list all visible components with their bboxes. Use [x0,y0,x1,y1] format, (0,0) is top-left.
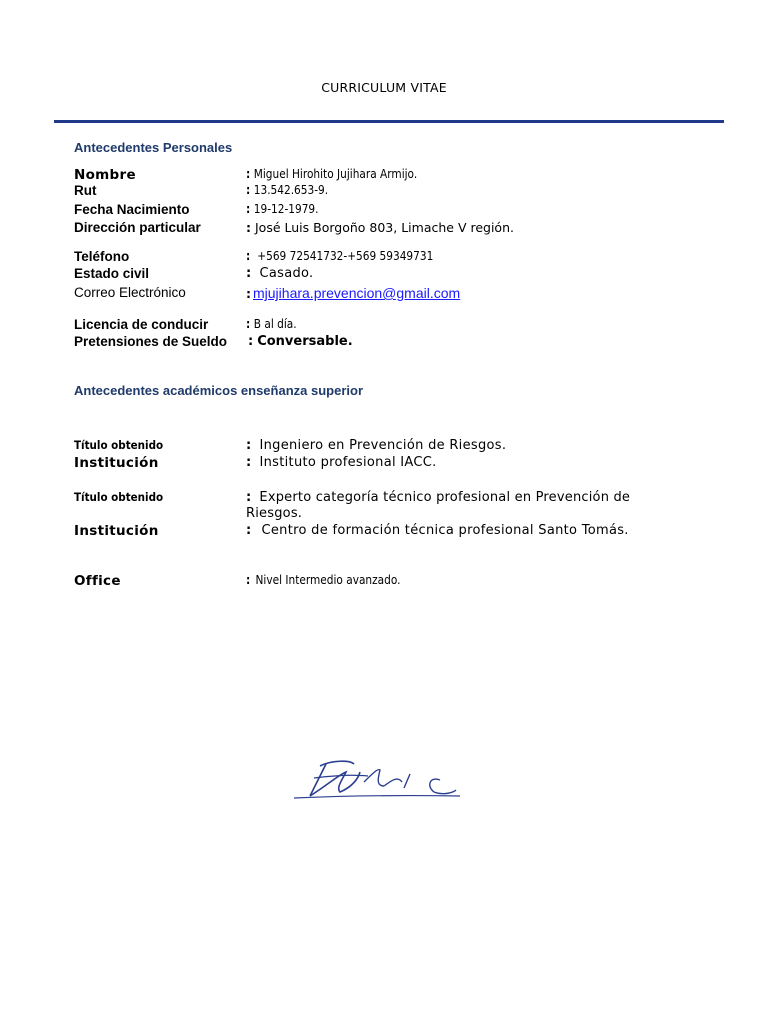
estado-value-wrap: : Casado. [246,266,314,281]
row-titulo-2 [74,490,714,524]
telefono-value: +569 72541732-+569 59349731 [257,249,434,263]
document-title: CURRICULUM VITAE [321,80,447,95]
correo-value-wrap: : mjujihara.prevencion@gmail.com [246,285,461,301]
row-direccion [74,220,714,240]
nombre-value-wrap: : Miguel Hirohito Jujihara Armijo. [246,167,418,181]
office-label: Office [74,573,121,589]
institucion1-value: Instituto profesional IACC. [259,455,437,470]
licencia-value: B al día. [253,317,297,331]
office-value: Nivel Intermedio avanzado. [255,573,401,587]
telefono-label: Teléfono [74,249,130,264]
titulo1-label: Título obtenido [74,438,164,452]
fecha-value-wrap: : 19-12-1979. [246,202,319,216]
direccion-value-wrap: : José Luis Borgoño 803, Limache V región. [246,220,514,235]
academic-section-heading: Antecedentes académicos enseñanza superior [74,383,364,398]
institucion1-value-wrap: : Instituto profesional IACC. [246,455,437,470]
estado-label: Estado civil [74,266,150,281]
telefono-value-wrap: : +569 72541732-+569 59349731 [246,249,434,263]
licencia-label: Licencia de conducir [74,317,209,332]
row-estado [74,266,714,286]
institucion1-label: Institución [74,455,159,471]
institucion2-value: Centro de formación técnica profesional Santo Tomás. [261,523,629,538]
direccion-label: Dirección particular [74,220,201,235]
row-institucion-2 [74,523,714,543]
direccion-value: José Luis Borgoño 803, Limache V región. [255,220,514,235]
estado-value: Casado. [259,266,314,281]
row-pretensiones [74,334,714,354]
titulo1-value: Ingeniero en Prevención de Riesgos. [259,438,507,453]
personal-section-heading: Antecedentes Personales [74,140,233,155]
fecha-value: 19-12-1979. [253,202,319,216]
pretensiones-value: Conversable. [257,334,353,349]
institucion2-value-wrap: : Centro de formación técnica profesional Santo Tomás. [246,523,629,538]
fecha-label: Fecha Nacimiento [74,202,190,217]
pretensiones-label: Pretensiones de Sueldo [74,334,228,349]
institucion2-label: Institución [74,523,159,539]
row-fecha [74,202,714,222]
titulo2-value: Experto categoría técnico profesional en Prevención de Riesgos. [246,490,631,521]
rut-value-wrap: : 13.542.653-9. [246,183,329,197]
titulo2-label: Título obtenido [74,490,164,504]
rut-value: 13.542.653-9. [253,183,329,197]
signature-image [280,752,470,802]
correo-label: Correo Electrónico [74,285,186,300]
licencia-value-wrap: : B al día. [246,317,297,331]
row-institucion-1 [74,455,714,475]
row-rut [74,183,714,203]
row-correo [74,285,714,305]
email-link[interactable]: mjujihara.prevencion@gmail.com [253,285,461,301]
pretensiones-value-wrap: : Conversable. [248,334,353,349]
nombre-label: Nombre [74,167,136,183]
titulo1-value-wrap: : Ingeniero en Prevención de Riesgos. [246,438,507,453]
row-office [74,573,714,593]
titulo2-value-wrap: : Experto categoría técnico profesional en Prevención de Riesgos. [246,490,631,521]
header-rule [54,120,724,123]
nombre-value: Miguel Hirohito Jujihara Armijo. [253,167,418,181]
rut-label: Rut [74,183,97,198]
office-value-wrap: : Nivel Intermedio avanzado. [246,573,401,587]
